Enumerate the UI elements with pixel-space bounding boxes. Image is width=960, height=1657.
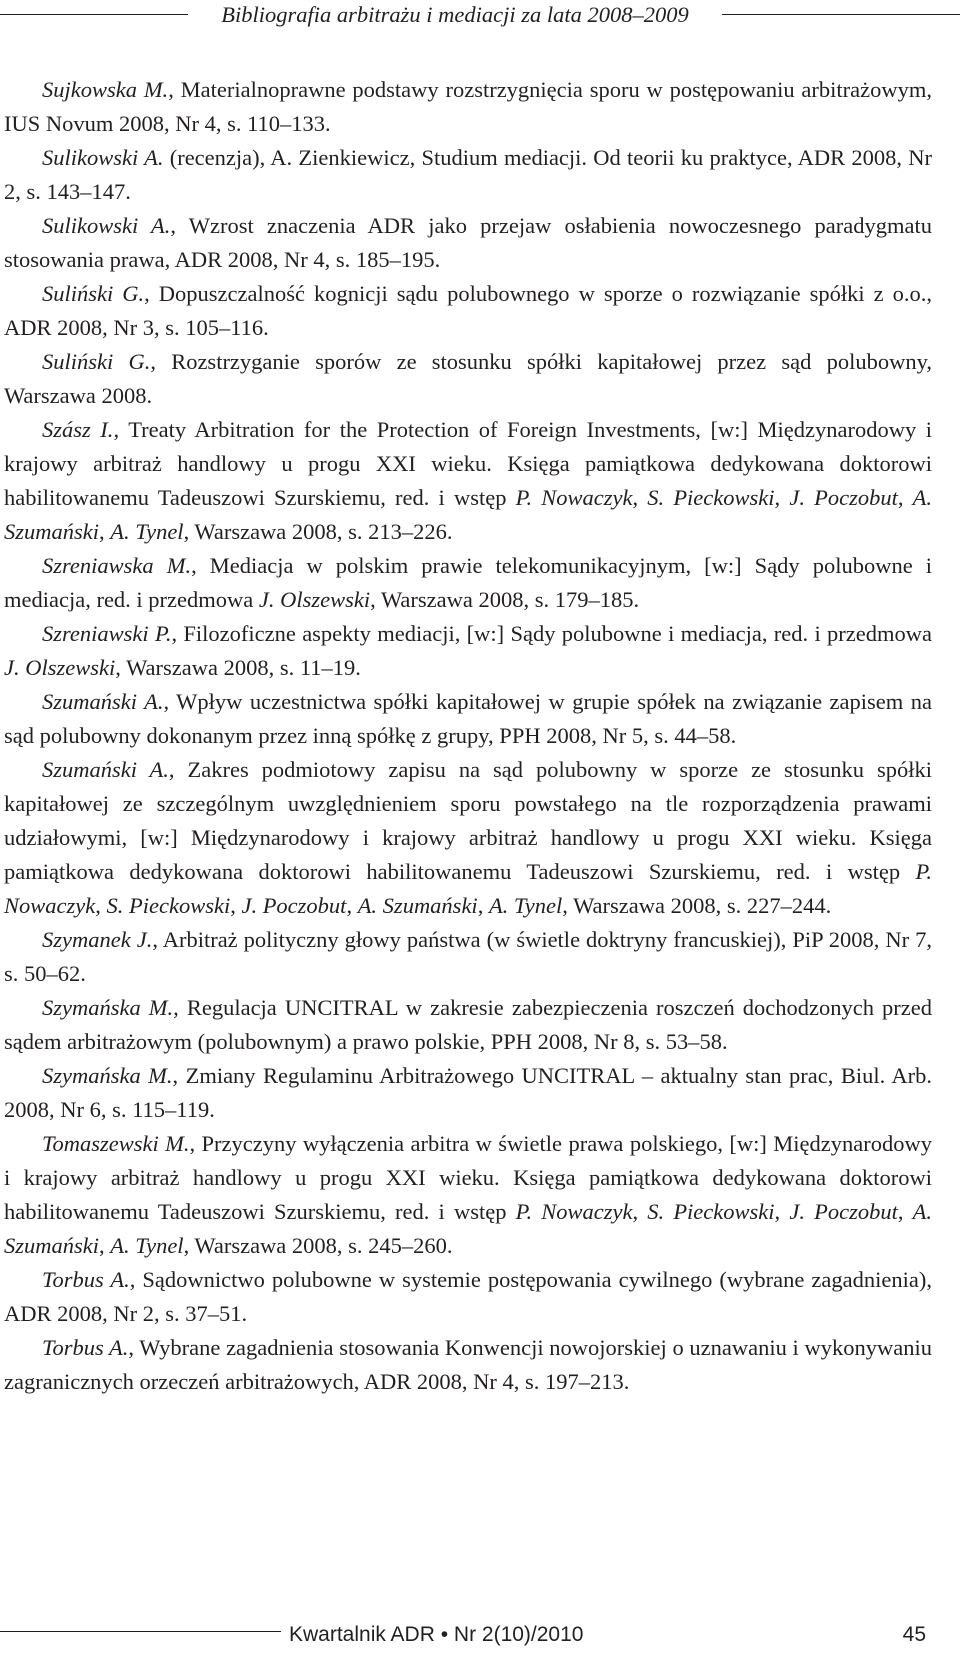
entry-text: , Dopuszczalność kognicji sądu polubownego w sporze o rozwiązanie spółki z o.o., ADR 2008, Nr 3, s. 105–116. [4, 281, 932, 340]
entry-author: Suliński G. [42, 349, 151, 374]
entry-text: , Mediacja w polskim prawie telekomunikacyjnym, [w:] Sądy polubowne i mediacja, red. i przedmowa [4, 553, 932, 612]
bibliography-entry [4, 1127, 932, 1263]
entry-editor-name: A. Tynel [110, 1233, 184, 1258]
entry-author: Szreniawski P. [42, 621, 172, 646]
running-head-title: Bibliografia arbitrażu i mediacji za lata 2008–2009 [221, 2, 689, 27]
entry-text: , Warszawa 2008, s. 245–260. [183, 1233, 453, 1258]
entry-author: Tomaszewski M. [42, 1131, 190, 1156]
entry-text: , [230, 893, 242, 918]
entry-editor-name: J. Poczobut [789, 1199, 898, 1224]
page-number: 45 [902, 1623, 926, 1646]
running-head [0, 0, 960, 34]
bibliography-entry [4, 685, 932, 753]
entry-editor-name: A. Szumański [357, 893, 478, 918]
entry-author: Sulikowski A. [42, 145, 164, 170]
entry-editor-name: A. Szumański [4, 1199, 933, 1258]
entry-text: , [95, 893, 107, 918]
bibliography-entry [4, 1263, 932, 1331]
header-rule-left [0, 14, 188, 15]
bibliography-entry [4, 141, 932, 209]
entry-editor-name: A. Tynel [488, 893, 563, 918]
entry-author: Sulikowski A. [42, 213, 171, 238]
entry-text: , [632, 485, 648, 510]
entry-author: Szymanek J. [42, 927, 153, 952]
entry-editor-name: J. Poczobut [789, 485, 898, 510]
entry-author: Szreniawska M. [42, 553, 192, 578]
entry-editor-name: A. Tynel [110, 519, 184, 544]
bibliography-entry [4, 617, 932, 685]
bibliography-entry [4, 923, 932, 991]
bibliography-entry [4, 1059, 932, 1127]
entry-text: , Treaty Arbitration for the Protection of Foreign Investments, [w:] Międzynarodowy i krajowy arbitraż handlowy u progu XXI wieku. Księga pamiątkowa dedykowana doktorowi habilitowanemu Tadeuszowi Szurskiemu, red. i wstęp [4, 417, 932, 510]
entry-text: , [99, 519, 111, 544]
entry-text: , Rozstrzyganie sporów ze stosunku spółki kapitałowej przez sąd polubowny, Warszawa 2008. [4, 349, 932, 408]
entry-text: , Przyczyny wyłączenia arbitra w świetle prawa polskiego, [w:] Międzynarodowy i krajowy arbitraż handlowy u progu XXI wieku. Księga pamiątkowa dedykowana doktorowi habilitowanemu Tadeuszowi Szurskiemu, red. i wstęp [4, 1131, 932, 1224]
entry-text: (recenzja), A. Zienkiewicz, Studium mediacji. Od teorii ku praktyce, ADR 2008, Nr 2, s. 143–147. [4, 145, 932, 204]
entry-text: , [897, 1199, 913, 1224]
entry-editor-name: P. Nowaczyk [4, 859, 932, 918]
entry-text: , Wybrane zagadnienia stosowania Konwencji nowojorskiej o uznawaniu i wykonywaniu zagranicznych orzeczeń arbitrażowych, ADR 2008, Nr 4, s. 197–213. [4, 1335, 932, 1394]
entry-author: Szumański A. [42, 689, 164, 714]
entry-text: , Warszawa 2008, s. 227–244. [562, 893, 832, 918]
entry-text: , [632, 1199, 648, 1224]
bibliography-list [4, 73, 932, 1399]
entry-author: Torbus A. [42, 1267, 130, 1292]
entry-text: , Sądownictwo polubowne w systemie postępowania cywilnego (wybrane zagadnienia), ADR 2008, Nr 2, s. 37–51. [4, 1267, 932, 1326]
bibliography-entry [4, 413, 932, 549]
entry-text: , Filozoficzne aspekty mediacji, [w:] Sądy polubowne i mediacja, red. i przedmowa [171, 621, 932, 646]
bibliography-entry [4, 209, 932, 277]
entry-text: , [99, 1233, 111, 1258]
bibliography-entry [4, 1331, 932, 1399]
bibliography-entry [4, 345, 932, 413]
bibliography-entry [4, 991, 932, 1059]
entry-editor-name: S. Pieckowski [647, 485, 775, 510]
entry-editor-name: S. Pieckowski [647, 1199, 775, 1224]
journal-name: Kwartalnik ADR • Nr 2(10)/2010 [289, 1623, 584, 1646]
entry-author: Torbus A. [42, 1335, 129, 1360]
entry-text: , Wpływ uczestnictwa spółki kapitałowej w grupie spółek na związanie zapisem na sąd polubowny dokonanym przez inną spółkę z grupy, PPH 2008, Nr 5, s. 44–58. [4, 689, 932, 748]
entry-text: , [774, 1199, 790, 1224]
entry-editor-name: P. Nowaczyk [515, 1199, 633, 1224]
entry-editor-name: S. Pieckowski [106, 893, 231, 918]
bibliography-entry [4, 549, 932, 617]
entry-author: Szász I. [42, 417, 114, 442]
entry-author: Szymańska M. [42, 1063, 173, 1088]
entry-text: , Warszawa 2008, s. 213–226. [183, 519, 453, 544]
footer-rule [0, 1631, 281, 1632]
entry-text: , [346, 893, 358, 918]
entry-author: Suliński G. [42, 281, 145, 306]
entry-editor-name: J. Olszewski [258, 587, 371, 612]
entry-text: , Zmiany Regulaminu Arbitrażowego UNCITRAL – aktualny stan prac, Biul. Arb. 2008, Nr 6, s. 115–119. [4, 1063, 932, 1122]
entry-text: , Regulacja UNCITRAL w zakresie zabezpieczenia roszczeń dochodzonych przed sądem arbitrażowym (polubownym) a prawo polskie, PPH 2008, Nr 8, s. 53–58. [4, 995, 932, 1054]
bibliography-entry [4, 73, 932, 141]
entry-text: , Warszawa 2008, s. 179–185. [370, 587, 640, 612]
entry-text: , [774, 485, 790, 510]
entry-text: , [477, 893, 489, 918]
header-rule-right [722, 14, 960, 15]
entry-author: Szymańska M. [42, 995, 174, 1020]
entry-author: Szumański A. [42, 757, 169, 782]
entry-text: , Zakres podmiotowy zapisu na sąd polubowny w sporze ze stosunku spółki kapitałowej ze szczególnym uwzględnieniem sporu powstałego na tle rozporządzenia prawami udziałowymi, [w:] Międzynarodowy i krajowy arbitraż handlowy u progu XXI wieku. Księga pamiątkowa dedykowana doktorowi habilitowanemu Tadeuszowi Szurskiemu, red. i wstęp [4, 757, 932, 884]
entry-text: , [897, 485, 913, 510]
bibliography-entry [4, 753, 932, 923]
entry-editor-name: A. Szumański [4, 485, 933, 544]
entry-editor-name: J. Poczobut [241, 893, 347, 918]
entry-author: Sujkowska M. [42, 77, 169, 102]
entry-text: , Wzrost znaczenia ADR jako przejaw osłabienia nowoczesnego paradygmatu stosowania prawa, ADR 2008, Nr 4, s. 185–195. [4, 213, 932, 272]
entry-text: , Warszawa 2008, s. 11–19. [115, 655, 361, 680]
entry-text: , Arbitraż polityczny głowy państwa (w świetle doktryny francuskiej), PiP 2008, Nr 7, s. 50–62. [4, 927, 932, 986]
entry-editor-name: J. Olszewski [4, 655, 116, 680]
entry-editor-name: P. Nowaczyk [515, 485, 633, 510]
entry-text: , Materialnoprawne podstawy rozstrzygnięcia sporu w postępowaniu arbitrażowym, IUS Novum 2008, Nr 4, s. 110–133. [4, 77, 932, 136]
page-footer [0, 1621, 960, 1653]
bibliography-entry [4, 277, 932, 345]
